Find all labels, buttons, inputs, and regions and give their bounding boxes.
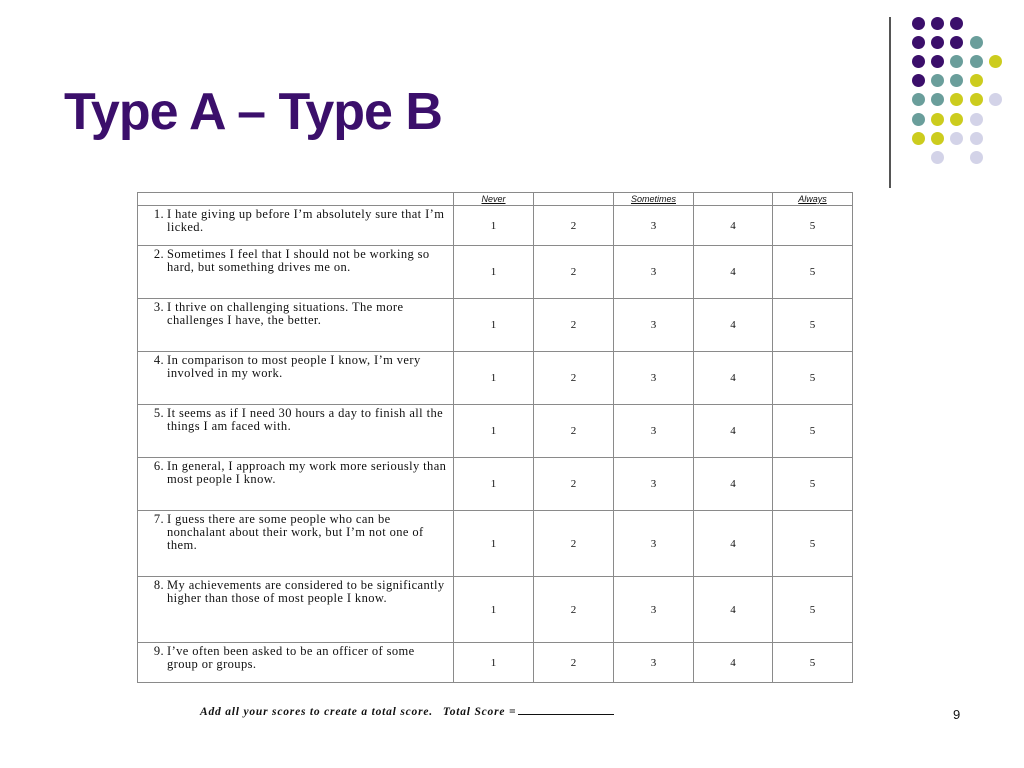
item-statement: I hate giving up before I’m absolutely sure that I’m licked. bbox=[167, 207, 445, 234]
score-option-3[interactable]: 3 bbox=[614, 299, 694, 352]
decorative-dot bbox=[989, 55, 1002, 68]
survey-item-row bbox=[138, 577, 853, 643]
scale-label-4 bbox=[694, 193, 773, 206]
statement-cell bbox=[138, 246, 454, 299]
item-statement: Sometimes I feel that I should not be working so hard, but something drives me on. bbox=[167, 247, 430, 274]
statement-cell bbox=[138, 206, 454, 246]
score-option-1[interactable]: 1 bbox=[454, 299, 534, 352]
score-option-4[interactable]: 4 bbox=[694, 643, 773, 683]
survey-item-row bbox=[138, 352, 853, 405]
item-statement: It seems as if I need 30 hours a day to finish all the things I am faced with. bbox=[167, 406, 444, 433]
scale-header-row bbox=[138, 193, 853, 206]
decorative-dot bbox=[950, 132, 963, 145]
score-option-5[interactable]: 5 bbox=[773, 643, 853, 683]
scale-label-2 bbox=[534, 193, 614, 206]
item-statement: In comparison to most people I know, I’m very involved in my work. bbox=[167, 353, 421, 380]
decorative-dot bbox=[931, 74, 944, 87]
statement-cell bbox=[138, 352, 454, 405]
score-option-5[interactable]: 5 bbox=[773, 299, 853, 352]
score-option-4[interactable]: 4 bbox=[694, 511, 773, 577]
item-number: 9. bbox=[153, 644, 164, 658]
score-option-1[interactable]: 1 bbox=[454, 577, 534, 643]
score-option-1[interactable]: 1 bbox=[454, 405, 534, 458]
survey-item-row bbox=[138, 246, 853, 299]
decorative-dot-grid bbox=[0, 0, 1024, 200]
statement-cell bbox=[138, 577, 454, 643]
score-option-4[interactable]: 4 bbox=[694, 458, 773, 511]
survey-item-row bbox=[138, 643, 853, 683]
score-option-4[interactable]: 4 bbox=[694, 246, 773, 299]
statement-cell bbox=[138, 643, 454, 683]
decorative-dot bbox=[950, 74, 963, 87]
score-option-3[interactable]: 3 bbox=[614, 643, 694, 683]
score-option-1[interactable]: 1 bbox=[454, 511, 534, 577]
decorative-dot bbox=[950, 55, 963, 68]
score-option-5[interactable]: 5 bbox=[773, 405, 853, 458]
decorative-dot bbox=[931, 55, 944, 68]
decorative-dot bbox=[970, 55, 983, 68]
score-option-4[interactable]: 4 bbox=[694, 405, 773, 458]
decorative-dot bbox=[912, 36, 925, 49]
score-option-2[interactable]: 2 bbox=[534, 206, 614, 246]
score-option-4[interactable]: 4 bbox=[694, 577, 773, 643]
score-option-5[interactable]: 5 bbox=[773, 246, 853, 299]
statement-cell bbox=[138, 511, 454, 577]
score-option-3[interactable]: 3 bbox=[614, 206, 694, 246]
decorative-dot bbox=[912, 113, 925, 126]
total-score-blank bbox=[518, 703, 614, 715]
decorative-dot bbox=[931, 17, 944, 30]
scale-label-always: Always bbox=[773, 193, 853, 206]
instruction-text: Add all your scores to create a total score. bbox=[200, 706, 433, 718]
score-option-5[interactable]: 5 bbox=[773, 206, 853, 246]
score-option-1[interactable]: 1 bbox=[454, 643, 534, 683]
header-blank-cell bbox=[138, 193, 454, 206]
decorative-dot bbox=[931, 93, 944, 106]
score-option-4[interactable]: 4 bbox=[694, 352, 773, 405]
score-option-2[interactable]: 2 bbox=[534, 352, 614, 405]
decorative-dot bbox=[931, 132, 944, 145]
decorative-dot bbox=[970, 132, 983, 145]
statement-cell bbox=[138, 405, 454, 458]
item-number: 3. bbox=[153, 300, 164, 314]
decorative-dot bbox=[989, 93, 1002, 106]
statement-cell bbox=[138, 299, 454, 352]
score-option-2[interactable]: 2 bbox=[534, 577, 614, 643]
item-statement: I guess there are some people who can be nonchalant about their work, but I’m not one of them. bbox=[167, 512, 424, 552]
decorative-dot bbox=[950, 36, 963, 49]
score-option-4[interactable]: 4 bbox=[694, 299, 773, 352]
item-statement: I’ve often been asked to be an officer of some group or groups. bbox=[167, 644, 415, 671]
score-option-3[interactable]: 3 bbox=[614, 246, 694, 299]
decorative-dot bbox=[931, 36, 944, 49]
score-option-1[interactable]: 1 bbox=[454, 206, 534, 246]
total-score-instruction bbox=[200, 703, 614, 718]
decorative-dot bbox=[950, 93, 963, 106]
score-option-2[interactable]: 2 bbox=[534, 299, 614, 352]
survey-item-row bbox=[138, 405, 853, 458]
item-number: 6. bbox=[153, 459, 164, 473]
score-option-1[interactable]: 1 bbox=[454, 246, 534, 299]
score-option-3[interactable]: 3 bbox=[614, 352, 694, 405]
item-number: 4. bbox=[153, 353, 164, 367]
score-option-2[interactable]: 2 bbox=[534, 643, 614, 683]
decorative-dot bbox=[912, 17, 925, 30]
score-option-5[interactable]: 5 bbox=[773, 511, 853, 577]
decorative-dot bbox=[950, 17, 963, 30]
decorative-dot bbox=[931, 113, 944, 126]
decorative-dot bbox=[912, 74, 925, 87]
score-option-2[interactable]: 2 bbox=[534, 458, 614, 511]
score-option-5[interactable]: 5 bbox=[773, 352, 853, 405]
item-number: 5. bbox=[153, 406, 164, 420]
score-option-3[interactable]: 3 bbox=[614, 511, 694, 577]
statement-cell bbox=[138, 458, 454, 511]
slide-title: Type A – Type B bbox=[64, 83, 442, 141]
survey-item-row bbox=[138, 206, 853, 246]
score-option-2[interactable]: 2 bbox=[534, 405, 614, 458]
decorative-dot bbox=[912, 132, 925, 145]
score-option-5[interactable]: 5 bbox=[773, 577, 853, 643]
type-a-b-survey-table bbox=[137, 192, 853, 683]
decorative-dot bbox=[970, 113, 983, 126]
score-option-3[interactable]: 3 bbox=[614, 405, 694, 458]
score-option-5[interactable]: 5 bbox=[773, 458, 853, 511]
score-option-2[interactable]: 2 bbox=[534, 511, 614, 577]
score-option-4[interactable]: 4 bbox=[694, 206, 773, 246]
decorative-dot bbox=[931, 151, 944, 164]
scale-label-sometimes: Sometimes bbox=[614, 193, 694, 206]
scale-label-never: Never bbox=[454, 193, 534, 206]
decorative-dot bbox=[970, 36, 983, 49]
survey-item-row bbox=[138, 299, 853, 352]
decorative-dot bbox=[970, 93, 983, 106]
item-number: 1. bbox=[153, 207, 164, 221]
score-option-3[interactable]: 3 bbox=[614, 577, 694, 643]
score-option-1[interactable]: 1 bbox=[454, 352, 534, 405]
item-number: 2. bbox=[153, 247, 164, 261]
item-number: 7. bbox=[153, 512, 164, 526]
score-option-3[interactable]: 3 bbox=[614, 458, 694, 511]
item-statement: My achievements are considered to be significantly higher than those of most people I know. bbox=[167, 578, 445, 605]
item-statement: In general, I approach my work more seriously than most people I know. bbox=[167, 459, 447, 486]
decorative-dot bbox=[912, 93, 925, 106]
decorative-dot bbox=[970, 74, 983, 87]
survey-item-row bbox=[138, 458, 853, 511]
page-number: 9 bbox=[953, 707, 961, 722]
score-option-2[interactable]: 2 bbox=[534, 246, 614, 299]
item-statement: I thrive on challenging situations. The more challenges I have, the better. bbox=[167, 300, 404, 327]
decorative-dot bbox=[970, 151, 983, 164]
score-option-1[interactable]: 1 bbox=[454, 458, 534, 511]
item-number: 8. bbox=[153, 578, 164, 592]
total-score-label: Total Score = bbox=[442, 706, 517, 718]
survey-item-row bbox=[138, 511, 853, 577]
decorative-dot bbox=[950, 113, 963, 126]
decorative-dot bbox=[912, 55, 925, 68]
